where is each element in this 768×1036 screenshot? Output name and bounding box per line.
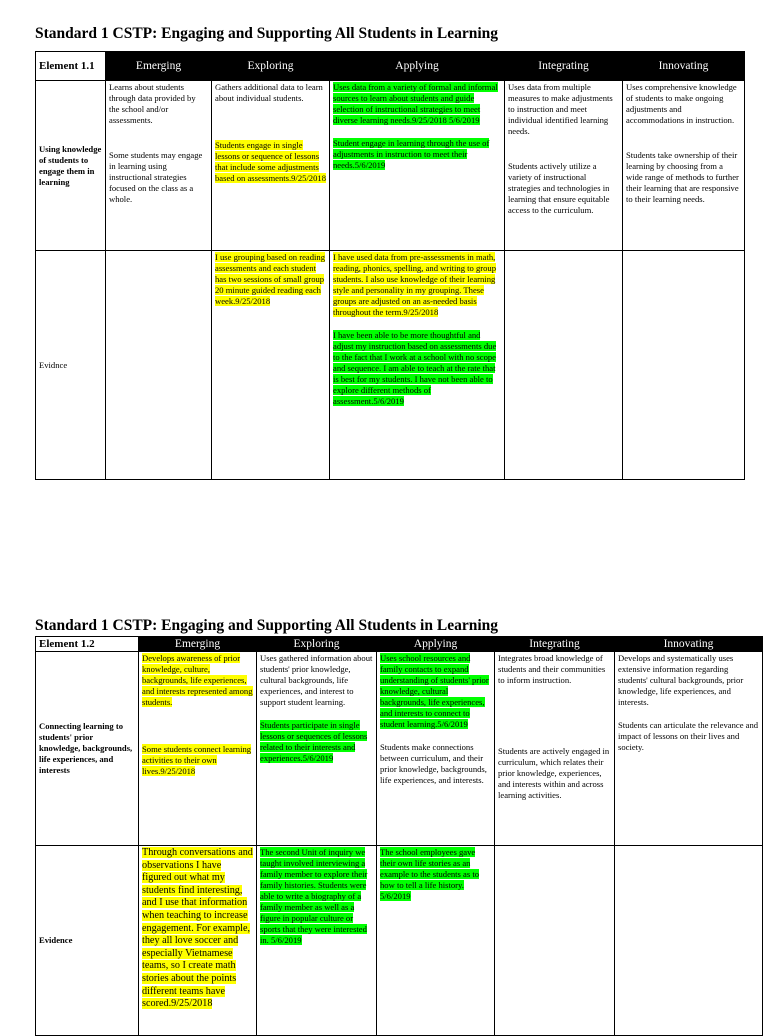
element-label: Element 1.1: [36, 52, 106, 81]
innovating-descriptor: Develops and systematically uses extensive information regarding students' cultural backgrounds, prior knowledge, life experiences, and interests.: [618, 653, 744, 707]
header-integrating: Integrating: [505, 52, 623, 81]
integrating-student-descriptor: Students are actively engaged in curriculum, which relates their prior knowledge, experiences, and interests within and across learning activities.: [498, 746, 610, 800]
standard-table-element-1-2: [35, 636, 763, 1036]
header-applying: Applying: [330, 52, 505, 81]
evidence-exploring-text: I use grouping based on reading assessments and each student has two sessions of small group 20 minute guided reading each week.9/25/2018: [215, 252, 326, 306]
evidence-integrating: [505, 251, 623, 480]
evidence-applying-text-1: I have used data from pre-assessments in math, reading, phonics, spelling, and writing to group students. I also use knowledge of their learning style and personality in my grouping. These groups are adjusted on an as-needed basis throughout the term.9/25/2018: [333, 252, 497, 317]
header-exploring: Exploring: [212, 52, 330, 81]
evidence-applying: [330, 251, 505, 480]
cell-emerging: [139, 652, 257, 846]
header-innovating: Innovating: [623, 52, 745, 81]
cell-integrating: [505, 81, 623, 251]
row-label: Using knowledge of students to engage them in learning: [36, 81, 106, 251]
innovating-descriptor: Uses comprehensive knowledge of students to make ongoing adjustments and accommodations in instruction.: [626, 82, 737, 125]
exploring-student-descriptor: Students engage in single lessons or sequence of lessons that include some adjustments based on assessments.9/25/2018: [215, 140, 326, 183]
cell-applying: [377, 652, 495, 846]
evidence-applying: [377, 846, 495, 1036]
cell-emerging: [106, 81, 212, 251]
evidence-applying-text-2: I have been able to be more thoughtful and adjust my instruction based on assessments due to the fact that I work at a school with no scope and sequence. I am able to teach at the rate that is best for my students. I have not been able to explore different methods of assessment.5/6/2019: [333, 330, 497, 406]
exploring-student-descriptor: Students participate in single lessons or sequences of lessons related to their interests and experiences.5/6/2019: [260, 720, 368, 763]
applying-student-descriptor: Student engage in learning through the use of adjustments in instruction to meet their needs.5/6/2019: [333, 138, 490, 170]
cell-innovating: [623, 81, 745, 251]
innovating-student-descriptor: Students take ownership of their learning by choosing from a wide range of methods to further their learning that are responsive to their learning needs.: [626, 150, 739, 204]
applying-student-descriptor: Students make connections between curriculum, and their prior knowledge, backgrounds, life experiences, and interests.: [380, 742, 487, 785]
exploring-descriptor: Uses gathered information about students' prior knowledge, cultural backgrounds, life experiences, and interest to support student learning.: [260, 653, 373, 707]
evidence-innovating: [615, 846, 763, 1036]
evidence-integrating: [495, 846, 615, 1036]
standard-table-element-1-1: [35, 51, 745, 480]
evidence-emerging: [106, 251, 212, 480]
section-1-title: Standard 1 CSTP: Engaging and Supporting All Students in Learning: [35, 25, 498, 42]
emerging-descriptor: Develops awareness of prior knowledge, culture, backgrounds, life experiences, and interests represented among students.: [142, 653, 253, 707]
cell-integrating: [495, 652, 615, 846]
element-label: Element 1.2: [36, 637, 139, 652]
evidence-emerging: [139, 846, 257, 1036]
evidence-label: Evidnce: [36, 251, 106, 480]
integrating-descriptor: Integrates broad knowledge of students and their communities to inform instruction.: [498, 653, 606, 685]
header-emerging: Emerging: [139, 637, 257, 652]
evidence-innovating: [623, 251, 745, 480]
innovating-student-descriptor: Students can articulate the relevance and impact of lessons on their lives and society.: [618, 720, 759, 752]
cell-exploring: [257, 652, 377, 846]
integrating-student-descriptor: Students actively utilize a variety of instructional strategies and technologies in learning that ensure equitable access to the curriculum.: [508, 161, 610, 215]
applying-descriptor: Uses data from a variety of formal and informal sources to learn about students and guide selection of instructional strategies to meet diverse learning needs.9/25/2018 5/6/2019: [333, 82, 498, 125]
header-integrating: Integrating: [495, 637, 615, 652]
evidence-applying-text: The school employees gave their own life stories as an example to the students as to how to tell a life history. 5/6/2019: [380, 847, 480, 901]
exploring-descriptor: Gathers additional data to learn about individual students.: [215, 82, 323, 103]
evidence-emerging-text: Through conversations and observations I have figured out what my students find interesting, and I use that information when teaching to increase engagement. For example, they all love soccer and especially Vietnamese teams, so I create math stories about the points different teams have scored.9/25/2018: [142, 847, 253, 1010]
cell-exploring: [212, 81, 330, 251]
header-emerging: Emerging: [106, 52, 212, 81]
evidence-exploring: [212, 251, 330, 480]
applying-descriptor: Uses school resources and family contacts to expand understanding of students' prior knowledge, cultural backgrounds, life experiences, and interests to connect to student learning.5/6/2019: [380, 653, 489, 729]
cell-applying: [330, 81, 505, 251]
cell-innovating: [615, 652, 763, 846]
emerging-student-descriptor: Some students may engage in learning using instructional strategies focused on the class as a whole.: [109, 150, 203, 204]
evidence-exploring-text: The second Unit of inquiry we taught involved interviewing a family member to explore their family histories. Students were able to write a biography of a family member as well as a figure in popular culture or sports that they were interested in. 5/6/2019: [260, 847, 368, 945]
section-2-title: Standard 1 CSTP: Engaging and Supporting All Students in Learning: [35, 617, 498, 634]
evidence-label: Evidence: [36, 846, 139, 1036]
header-innovating: Innovating: [615, 637, 763, 652]
emerging-student-descriptor: Some students connect learning activities to their own lives.9/25/2018: [142, 744, 252, 776]
header-exploring: Exploring: [257, 637, 377, 652]
header-applying: Applying: [377, 637, 495, 652]
evidence-exploring: [257, 846, 377, 1036]
emerging-descriptor: Learns about students through data provided by the school and/or assessments.: [109, 82, 196, 125]
integrating-descriptor: Uses data from multiple measures to make adjustments to instruction and meet individual identified learning needs.: [508, 82, 613, 136]
row-label: Connecting learning to students' prior knowledge, backgrounds, life experiences, and interests: [36, 652, 139, 846]
